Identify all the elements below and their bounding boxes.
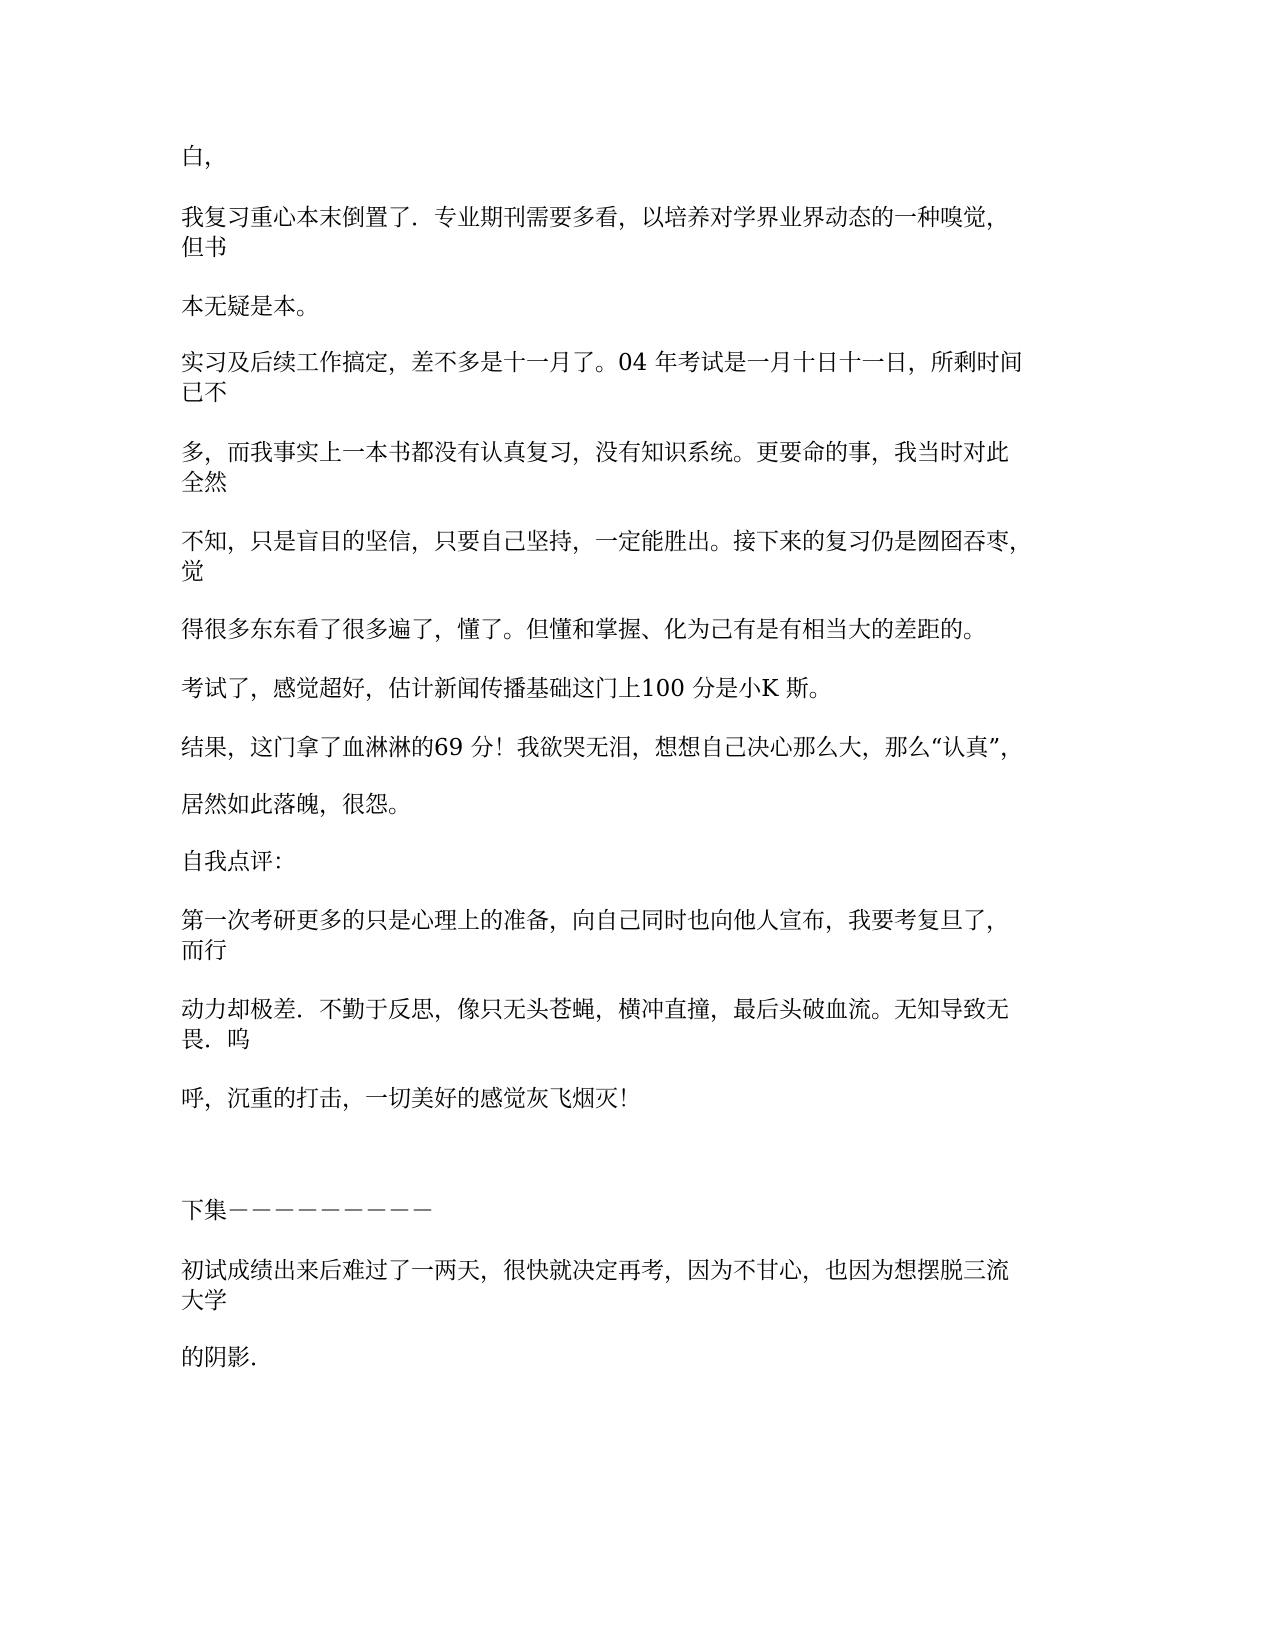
paragraph (181, 142, 1061, 172)
paragraph (181, 615, 1061, 645)
text-line: 动力却极差．不勤于反思，像只无头苍蝇，横冲直撞，最后头破血流。无知导致无 (181, 997, 1009, 1023)
paragraph (181, 733, 1061, 763)
paragraph (181, 995, 1061, 1055)
text-line: 而行 (181, 938, 227, 964)
section-heading (181, 1196, 1061, 1226)
paragraph (181, 527, 1061, 587)
paragraph (181, 1256, 1061, 1316)
text-line: 居然如此落魄，很怨。 (181, 792, 411, 818)
text-line: 但书 (181, 235, 227, 261)
paragraph (181, 1343, 1061, 1373)
paragraph (181, 1084, 1061, 1114)
paragraph (181, 203, 1061, 263)
text-line: 大学 (181, 1288, 227, 1314)
text-line: 全然 (181, 470, 227, 496)
text-line: 已不 (181, 380, 227, 406)
text-line: 下集－－－－－－－－－ (181, 1198, 434, 1224)
text-line: 第一次考研更多的只是心理上的准备，向自己同时也向他人宣布，我要考复旦了， (181, 908, 1009, 934)
paragraph (181, 438, 1061, 498)
text-line: 结果，这门拿了血淋淋的69 分！我欲哭无泪，想想自己决心那么大，那么“认真”， (181, 735, 1024, 761)
paragraph (181, 906, 1061, 966)
text-line: 多，而我事实上一本书都没有认真复习，没有知识系统。更要命的事，我当时对此 (181, 440, 1009, 466)
text-line: 初试成绩出来后难过了一两天，很快就决定再考，因为不甘心，也因为想摆脱三流 (181, 1258, 1009, 1284)
text-line: 畏．呜 (181, 1027, 250, 1053)
paragraph (181, 674, 1061, 704)
text-line: 不知，只是盲目的坚信，只要自己坚持，一定能胜出。接下来的复习仍是囫囵吞枣， (181, 529, 1032, 555)
text-line: 的阴影． (181, 1345, 273, 1371)
paragraph (181, 292, 1061, 322)
text-line: 实习及后续工作搞定，差不多是十一月了。04 年考试是一月十日十一日，所剩时间 (181, 350, 1023, 376)
text-line: 觉 (181, 559, 204, 585)
paragraph (181, 348, 1061, 408)
text-line: 考试了，感觉超好，估计新闻传播基础这门上100 分是小K 斯。 (181, 676, 832, 702)
paragraph (181, 847, 1061, 877)
paragraph (181, 790, 1061, 820)
text-line: 得很多东东看了很多遍了，懂了。但懂和掌握、化为己有是有相当大的差距的。 (181, 617, 986, 643)
text-line: 自我点评： (181, 849, 296, 875)
text-line: 白， (181, 144, 227, 170)
text-line: 呼，沉重的打击，一切美好的感觉灰飞烟灭！ (181, 1086, 641, 1112)
text-line: 我复习重心本末倒置了．专业期刊需要多看，以培养对学界业界动态的一种嗅觉， (181, 205, 1009, 231)
text-line: 本无疑是本。 (181, 294, 319, 320)
